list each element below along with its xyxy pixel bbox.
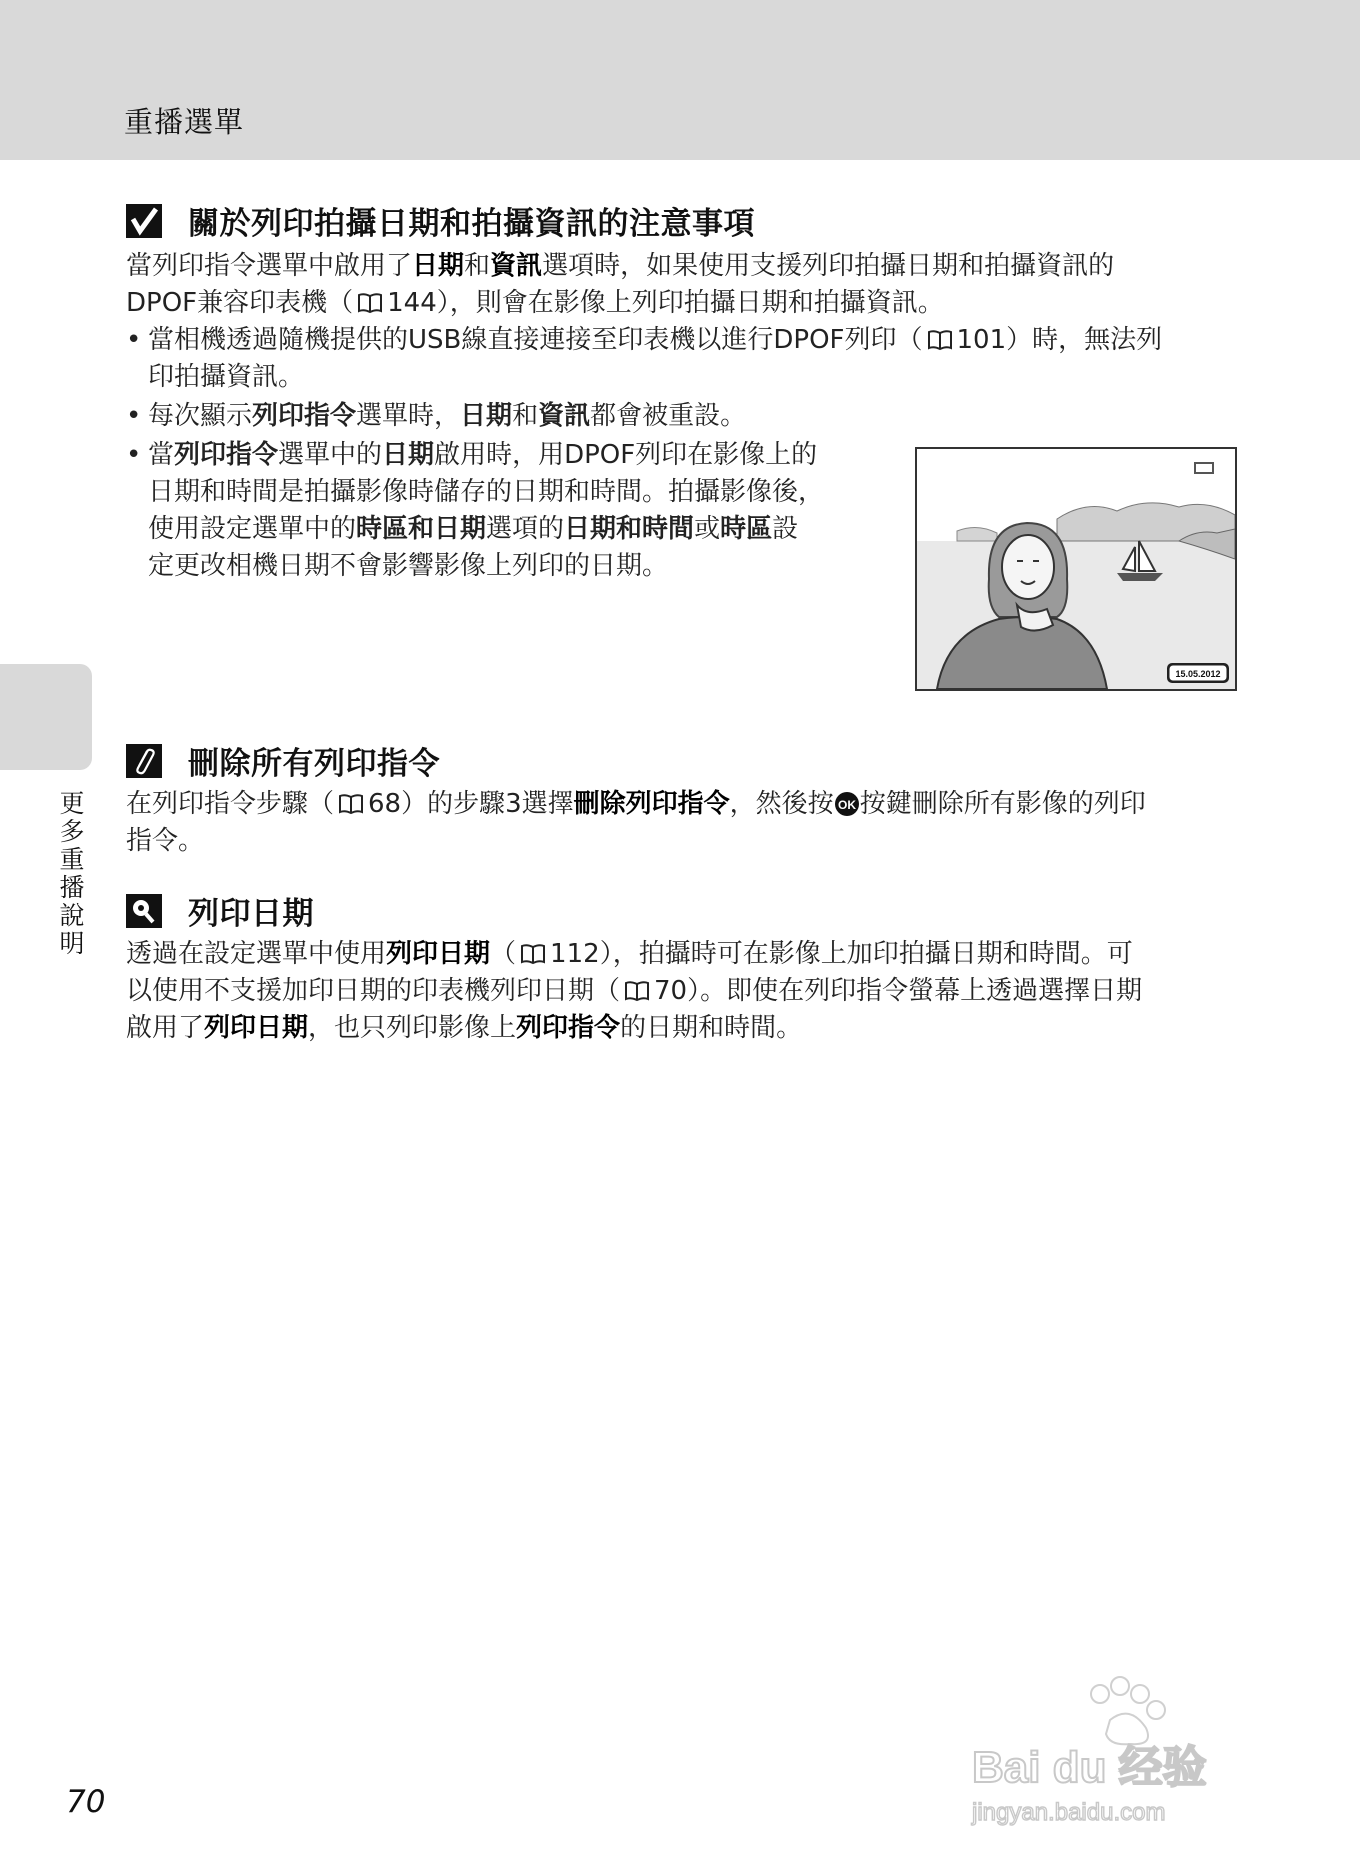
- page-header-title: 重播選單: [124, 105, 245, 139]
- svg-text:OK: OK: [837, 798, 856, 812]
- section-delete-title: 刪除所有列印指令: [188, 746, 440, 782]
- note-bullet-1: • 當相機透過隨機提供的USB線直接連接至印表機以進行DPOF列印（ 101）時，無法列 印拍攝資訊。: [126, 325, 1163, 392]
- baidu-watermark: [960, 1670, 1280, 1830]
- watermark-brand: Bai du 经验: [972, 1743, 1207, 1792]
- section-note-heading: [126, 198, 755, 243]
- tip-bulb-icon: [126, 894, 162, 928]
- photo-date-stamp: 15.05.2012: [1175, 669, 1221, 679]
- section-note-title: 關於列印拍攝日期和拍攝資訊的注意事項: [188, 206, 755, 242]
- note-bullet-2: • 每次顯示列印指令選單時，日期和資訊都會被重設。: [126, 401, 747, 431]
- section-date-heading: [126, 888, 314, 933]
- book-reference-icon: [338, 793, 364, 815]
- page-number: 70: [66, 1784, 106, 1820]
- section-date-title: 列印日期: [188, 896, 314, 932]
- side-tab-label: 更多重播說明: [56, 790, 85, 958]
- note-bullet-3: • 當列印指令選單中的日期啟用時，用DPOF列印在影像上的 日期和時間是拍攝影像時儲存的日期和時間。拍攝影像後， 使用設定選單中的時區和日期選項的日期和時間或時區設 定更改相機日期不會影響影像上列印的日期。: [126, 440, 825, 581]
- section-date-body: 透過在設定選單中使用列印日期（ 112），拍攝時可在影像上加印拍攝日期和時間。可 以使用不支援加印日期的印表機列印日期（ 70）。即使在列印指令螢幕上透過選擇日期 啟用了列印日期，也只列印影像上列印指令的日期和時間。: [126, 939, 1143, 1043]
- camera-screen-illustration: [915, 447, 1237, 691]
- book-reference-icon: [520, 943, 546, 965]
- section-delete-body: 在列印指令步驟（ 68）的步驟3選擇刪除列印指令，然後按 OK 按鍵刪除所有影像的列印 指令。: [126, 789, 1146, 856]
- section-note-intro: 當列印指令選單中啟用了日期和資訊選項時，如果使用支援列印拍攝日期和拍攝資訊的 DPOF兼容印表機（ 144），則會在影像上列印拍攝日期和拍攝資訊。: [126, 251, 1115, 318]
- portrait-sailboat-image: [917, 449, 1235, 689]
- book-reference-icon: [927, 329, 953, 351]
- book-reference-icon: [357, 292, 383, 314]
- ok-button-icon: [834, 791, 860, 817]
- checkmark-note-icon: [126, 204, 162, 238]
- section-delete-heading: [126, 738, 440, 783]
- book-reference-icon: [624, 980, 650, 1002]
- paperclip-note-icon: [126, 744, 162, 778]
- watermark-url: jingyan.baidu.com: [972, 1799, 1166, 1826]
- side-tab: [0, 664, 92, 770]
